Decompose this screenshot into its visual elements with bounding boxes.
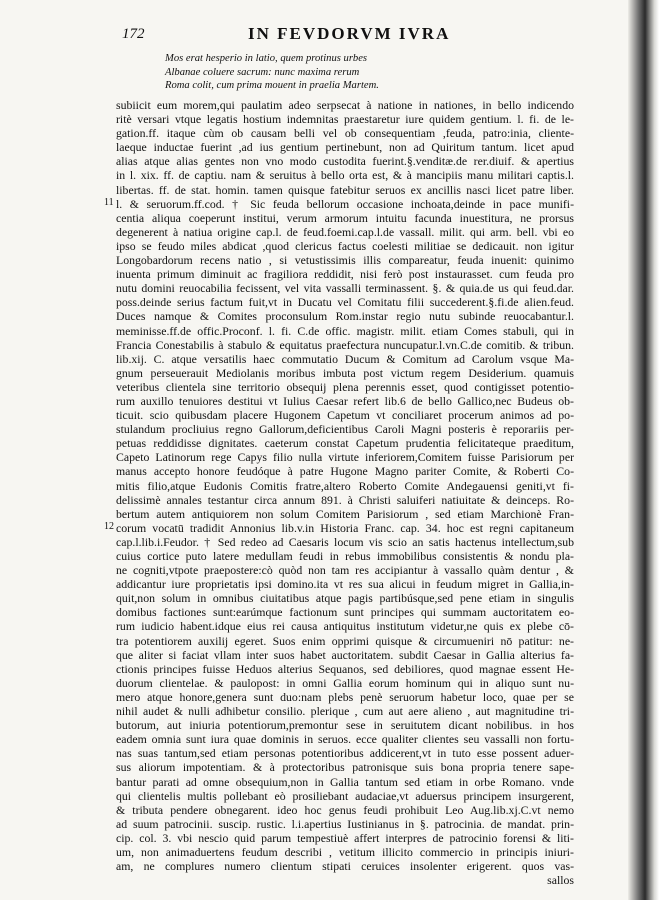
verse-quotation <box>165 52 585 93</box>
text-line: butorum, aut iniuria potentiorum,premontur sese in seruitutem dicant nobilibus. in hos <box>116 718 574 733</box>
text-line: Francia Conestabilis à stabulo & equitatus praefectura nuncupatur.l.vn.C.de comitib. & tribun. <box>116 337 574 352</box>
text-line: am, ne complures numero clientum stipati ceruices insolenter erigerent. quos vas- <box>116 859 574 874</box>
page-header <box>0 24 628 46</box>
text-line: nutu domini reuocabilia fecissent, vel vita vassalli terminassent. §. & quia.de us qui feud.dar. <box>116 281 574 296</box>
text-line: degenerent à natiua origine cap.l. de feud.foemi.cap.l.de vassall. milit. qui arm. bell. vbi eo <box>116 224 574 239</box>
text-line: quit,non solum in omnibus ciuitatibus atque pagis partibúsque,sed pene etiam in singulis <box>116 591 574 606</box>
verse-line: Roma colit, cum prima mouent in praelia Martem. <box>165 80 379 91</box>
text-line: gation.ff. itaque cùm ob causam belli vel ob consequentiam ,feuda, patro:inia, cliente- <box>116 126 574 141</box>
text-line: corum vocatū tradidit Annonius lib.v.in Historia Franc. cap. 34. hoc est regni capitaneum <box>116 520 574 535</box>
text-line: lib.xij. C. atque versatilis haec commutatio Ducum & Comitum ad Carolum vsque Ma- <box>116 351 574 366</box>
text-line: sus aliorum impotentiam. & à protectoribus patronisque suis bona propria tenere sape- <box>116 760 574 775</box>
text-line: manus accepto honore feudóque à patre Hugone Magno pariter Comite, & Roberti Co- <box>116 464 574 479</box>
text-line: ne cogniti,vtpote praepostere:cò quòd non tam res accipiantur à vassallo quàm dentur , & <box>116 563 574 578</box>
text-line: rum auxillo tenuiores destitui vt Iulius Caesar refert lib.6 de bello Gallico,nec Budeus ob- <box>116 393 574 408</box>
text-line: Capeto Latinorum rege Capys filio nulla virtute inferiorem,Comitem fuisse Parisiorum per <box>116 450 574 465</box>
verse-line: Albanae coluere sacrum: nunc maxima rerum <box>165 66 360 78</box>
text-line: ctionis principes fuisse Heduos alterius Sequanos, sed debiliores, quod magnae essent He- <box>116 661 574 676</box>
text-line: alias atque alias gentes non vno modo custodita fuerint.§.venditæ.de rer.diuif. & apertius <box>116 154 574 169</box>
text-line: ticuit. scio quibusdam placere Hugonem Capetum vt conciliaret procerum animos ad po- <box>116 408 574 423</box>
text-line: domibus factiones sunt:earúmque factionum sunt principes qui summam auctoritatem eo- <box>116 605 574 620</box>
text-line: um, non animaduertens feudum describi , vetitum illicito commercio in principis iniuri- <box>116 844 574 859</box>
body-text <box>116 98 574 887</box>
text-line: sallos <box>547 873 574 888</box>
text-line: nihil audet & nulli adhibetur consilio. plerique , cum aut aere alieno , aut magnitudine tri- <box>116 704 574 719</box>
text-line: rum iudicio habent.idque eius rei causa antiquitus institutum videtur,ne quis ex plebe cō- <box>116 619 574 634</box>
margin-note: 12 <box>104 521 114 532</box>
text-line: mero atque honore,genera sunt duo:nam plebs penè seruorum habetur loco, quae per se <box>116 689 574 704</box>
text-line: cuius cortice puto latere medullam feudi in rebus immobilibus consistentis & nondu pla- <box>116 549 574 563</box>
text-line: laeque inductae fuerint ,ad ius gentium pertinebunt, non ad Quiritum tantum. licet apud <box>116 140 574 155</box>
text-line: meminisse.ff.de offic.Proconf. l. fi. C.de offic. magistr. milit. etiam Comes stabuli, qui in <box>116 323 574 338</box>
text-line: Longobardorum recens natio , si vetustissimis illis compareatur, feuda inuenit: quinimo <box>116 253 574 268</box>
text-line: subiicit eum morem,qui paulatim adeo serpsecat à natione in nationes, in bello indicendo <box>116 98 574 112</box>
text-line: ipso se feudo miles abdicat ,quod clericus factus coelesti militiae se dedicauit. non igitur <box>116 238 574 253</box>
text-line: in l. xix. ff. de captiu. nam & seruitus à bello orta est, & à mancipiis manu militari captis.l. <box>116 168 574 183</box>
text-line: stulandum procliuius regno Gallorum,deficientibus Caroli Magni posteris è reporariis per- <box>116 422 574 437</box>
text-line: addicantur iure proprietatis ipsi domino.ita vt res sua alicui in feudum migret in Gallia,in- <box>116 577 574 592</box>
text-line: Duces namque & Comites proconsulum Rom.instar regio nutu subinde reuocabantur.l. <box>116 309 574 324</box>
text-line: poss.deinde serius factum fuit,vt in Ducatu vel Comitatu filii succederent.§.fi.de alien.feud. <box>116 295 574 310</box>
margin-note: 11 <box>104 197 114 208</box>
text-line: veteribus clientela sine territorio obsequij plena perennis esset, quod contigisset potentio- <box>116 379 574 394</box>
text-line: libertas. ff. de stat. homin. tamen quisque fatebitur seruos ex ancillis nasci licet patre liber. <box>116 182 574 197</box>
text-line: tra potentiorem auxilij egeret. Suos enim opprimi quisque & circumueniri nō patitur: ne- <box>116 633 574 648</box>
text-line: l. & seruorum.ff.cod. † Sic feuda bellorum occasione inchoata,deinde in pace munifi- <box>116 196 574 211</box>
text-line: que aliter si faciat vllam inter suos habet auctoritatem. subdit Caesar in Gallia alterius fa- <box>116 647 574 662</box>
text-line: duorum clientelae. & paulopost: in omni Gallia eorum hominum qui in aliquo sunt nu- <box>116 675 574 690</box>
text-line: centia aliqua coeperunt institui, verum armorum intuitu facunda inuestitura, ne prorsus <box>116 210 574 225</box>
text-line: nas suas tantum,sed etiam personas potentioribus addicerent,vt in tuto esse possent aduer- <box>116 746 574 761</box>
text-line: gnum perseuerauit Mediolanis moribus imbuta post victum regem Desiderium. quamuis <box>116 365 574 380</box>
text-line: ritè versari vtque legatis hostium indemnitas praestaretur iure quidem gentium. l. fi. de le- <box>116 112 574 127</box>
text-line: bantur parati ad omne obsequium,non in Gallia tantum sed etiam in orbe Romano. vnde <box>116 774 574 789</box>
text-line: bertum autem antiquiorem non solum Comitem Parisiorum , sed etiam Marchionè Fran- <box>116 506 574 521</box>
page-number: 172 <box>122 26 145 42</box>
text-line: qui clientelis multis pollebant eò prosiliebant audaciae,vt aduersus principem insurgerent, <box>116 788 574 803</box>
text-line: inuenta primum diminuit ac fragiliora reddidit, nisi ferò post instaurasset. cum feuda pro <box>116 267 574 282</box>
text-line: petuas reddidisse dignitates. caeterum constat Capetum prudentia felicitateque praeditum, <box>116 436 574 451</box>
text-line: mitis filio,atque Eudonis Comitis fratre,altero Roberto Comite Andegauensi geniti,vt fi- <box>116 478 574 493</box>
text-line: eadem omnia sunt iura quae dominis in seruos. ecce qualiter clientes seu vassalli non fortu- <box>116 732 574 747</box>
text-line: ad suum patrocinii. suscip. rustic. l.i.apertius Iustinianus in §. patrocinia. de mandat. prin- <box>116 816 574 831</box>
book-gutter-shadow <box>628 0 659 900</box>
text-line: cap.l.lib.i.Feudor. † Sed redeo ad Caesaris locum vis scio an satis hactenus intellectum,sub <box>116 534 574 549</box>
running-title: IN FEVDORVM IVRA <box>248 24 451 43</box>
text-line: cip. col. 3. vbi nescio quid parum tempestiuè affert interpres de patrocinio forensi & liti- <box>116 830 574 845</box>
text-line: delissimè annales testantur circa annum 891. à Christi saluiferi natiuitate & deinceps. Ro- <box>116 492 574 507</box>
verse-line: Mos erat hesperio in latio, quem protinus urbes <box>165 53 368 64</box>
text-line: & tributa pendere obnegarent. ideo hoc genus feudi prohibuit Leo Aug.lib.xj.C.vt nemo <box>116 802 574 817</box>
